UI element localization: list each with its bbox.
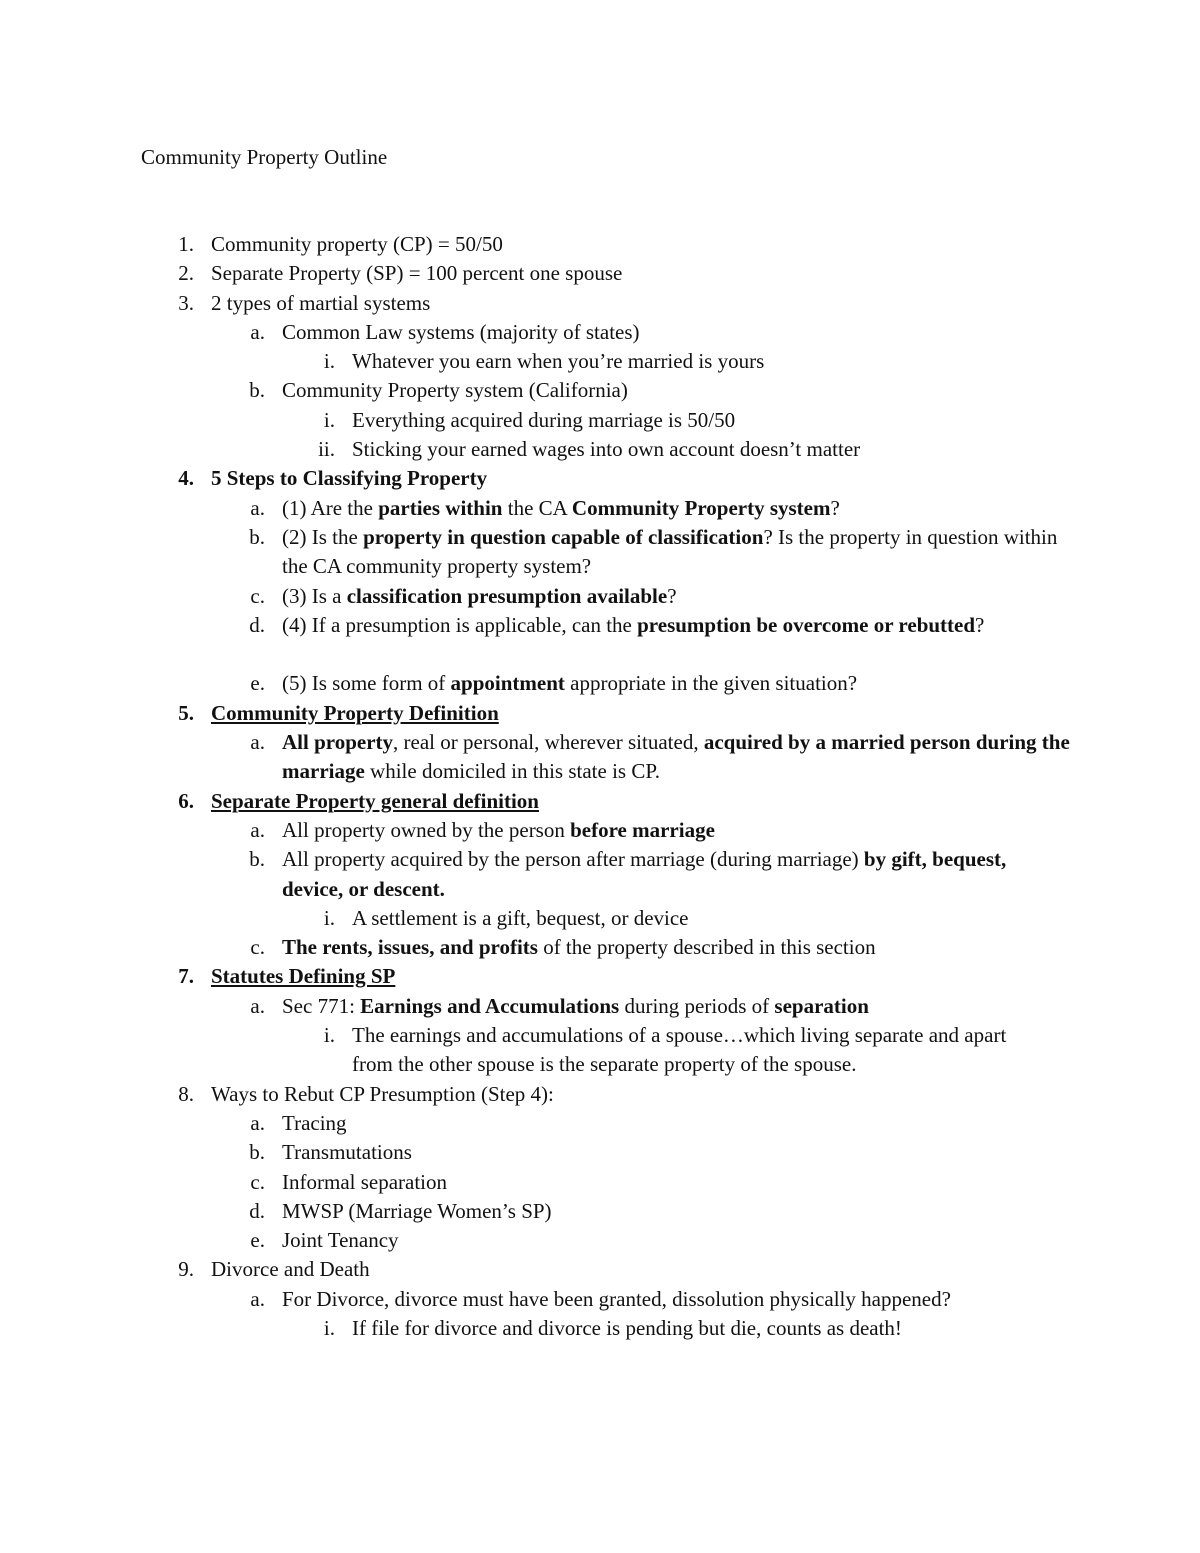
outline-subitem [0,728,1200,787]
subitem-text [282,933,1072,962]
item-number: 3. [178,290,194,315]
text-run: while domiciled in this state is CP. [364,759,660,784]
bold-run: by gift, bequest, device, or descent. [282,847,1007,901]
outline-subitem [0,376,1200,405]
text-run: (5) Is some form of [282,671,451,696]
subsubitem-marker: i. [323,349,335,374]
bold-run: All property [282,730,394,755]
subitem-marker: a. [250,1286,265,1311]
subsubitem-text: Everything acquired during marriage is 50/50 [352,407,736,432]
bold-run: appointment [450,671,565,696]
outline-subitem [0,845,1200,904]
bold-run: property in question capable of classification [363,524,764,549]
text-run: ? [975,612,985,637]
outline-subsubitem [0,406,1200,435]
subitem-text [282,816,1072,845]
subitem-text: Informal separation [282,1169,448,1194]
item-number: 4. [178,466,194,491]
outline-subitem [0,318,1200,347]
subitem-marker: b. [249,524,265,549]
subitem-marker: b. [249,1140,265,1165]
subitem-text: For Divorce, divorce must have been granted, dissolution physically happened? [282,1286,951,1311]
text-run: the CA [502,495,572,520]
item-number: 8. [178,1081,194,1106]
bold-run: Community Property system [571,495,831,520]
subitem-marker: a. [250,817,265,842]
bold-run: Earnings and Accumulations [360,993,620,1018]
subsubitem-text: If file for divorce and divorce is pending but die, counts as death! [352,1315,902,1340]
subsubitem-marker: ii. [318,437,335,462]
outline-subitem [0,582,1200,611]
outline-subitem [0,494,1200,523]
subsubitem-marker: i. [323,1315,335,1340]
outline-item [0,289,1200,318]
text-run: (1) Are the [282,495,379,520]
subitem-marker: c. [250,935,265,960]
bold-run: separation [774,993,869,1018]
outline-item [0,230,1200,259]
item-heading: Community Property Definition [211,700,499,725]
item-text: Community property (CP) = 50/50 [211,232,503,256]
subitem-marker: a. [250,993,265,1018]
subitem-text: Transmutations [282,1140,412,1165]
subitem-text [282,611,1072,640]
subitem-marker: e. [250,671,265,696]
document-title: Community Property Outline [141,145,388,169]
text-run: All property acquired by the person after marriage (during marriage) [282,847,864,872]
outline-subitem [0,1197,1200,1226]
bold-run: presumption be overcome or rebutted [637,612,976,637]
subitem-marker: b. [249,378,265,403]
outline-subsubitem [0,435,1200,464]
item-heading: 5 Steps to Classifying Property [211,466,488,491]
subitem-text: Tracing [282,1110,347,1135]
item-number: 6. [178,788,194,813]
item-number: 5. [178,700,194,725]
outline-item [0,699,1200,728]
bold-run: classification presumption available [346,583,668,608]
outline-subitem [0,1168,1200,1197]
subitem-marker: b. [249,847,265,872]
subitem-text: Community Property system (California) [282,378,628,403]
outline-subsubitem [0,1021,1200,1080]
item-heading: Separate Property general definition [211,788,539,813]
subitem-marker: c. [250,583,265,608]
outline-subitem [0,992,1200,1021]
bold-run: The rents, issues, and profits [282,935,538,960]
item-text: 2 types of martial systems [211,290,431,315]
outline-item [0,1255,1200,1284]
outline-subsubitem [0,904,1200,933]
outline-subitem [0,669,1200,698]
subsubitem-text: Sticking your earned wages into own account doesn’t matter [352,437,861,462]
subsubitem-marker: i. [323,1023,335,1048]
subitem-text [282,992,1072,1021]
outline-item [0,1080,1200,1109]
subitem-text: Joint Tenancy [282,1228,399,1253]
subitem-marker: a. [250,495,265,520]
subitem-text [282,523,1072,582]
bold-run: before marriage [570,817,715,842]
text-run: (2) Is the [282,524,364,549]
subitem-text [282,728,1072,787]
subitem-text [282,494,1072,523]
subitem-marker: d. [249,612,265,637]
subitem-text [282,669,1072,698]
subitem-text: Common Law systems (majority of states) [282,319,640,344]
outline-subitem [0,523,1200,582]
subitem-marker: d. [249,1198,265,1223]
text-run: ? Is the property in question within the CA community property system? [282,524,1058,579]
text-run: ? [667,583,677,608]
outline-subsubitem [0,347,1200,376]
subitem-marker: e. [250,1228,265,1253]
subitem-marker: a. [250,319,265,344]
subsubitem-marker: i. [323,407,335,432]
subsubitem-text: Whatever you earn when you’re married is yours [352,349,765,374]
outline-subitem [0,1226,1200,1255]
outline-subitem [0,1109,1200,1138]
subitem-text [282,582,1072,611]
subitem-marker: a. [250,1110,265,1135]
item-number: 7. [178,964,194,989]
text-run: appropriate in the given situation? [564,671,858,696]
subsubitem-marker: i. [323,905,335,930]
item-text: Ways to Rebut CP Presumption (Step 4): [211,1081,554,1106]
bold-run: parties within [378,495,503,520]
subitem-marker: a. [250,730,265,755]
text-run: (3) Is a [282,583,347,608]
item-text: Separate Property (SP) = 100 percent one spouse [211,261,623,286]
outline-subitem [0,816,1200,845]
item-text: Divorce and Death [211,1257,370,1282]
subitem-text: MWSP (Marriage Women’s SP) [282,1198,552,1223]
outline-subitem [0,611,1200,670]
outline-list [0,230,1200,1343]
item-number: 1. [178,232,194,256]
outline-item [0,464,1200,493]
outline-item [0,259,1200,288]
outline-item [0,787,1200,816]
text-run: , real or personal, wherever situated, [393,730,704,755]
outline-subitem [0,933,1200,962]
item-number: 9. [178,1257,194,1282]
outline-subitem [0,1138,1200,1167]
text-run: during periods of [619,993,775,1018]
text-run: of the property described in this section [537,935,876,960]
outline-subsubitem [0,1314,1200,1343]
subitem-text [282,845,1072,904]
outline-item [0,962,1200,991]
bold-run: acquired by a married person during the marriage [282,730,1070,784]
text-run: Sec 771: [282,993,361,1018]
text-run: (4) If a presumption is applicable, can the [282,612,638,637]
text-run: ? [830,495,840,520]
item-heading: Statutes Defining SP [211,964,396,989]
subsubitem-text: The earnings and accumulations of a spouse…which living separate and apart from the other spouse is the separate property of the spouse. [352,1023,1007,1077]
text-run: All property owned by the person [282,817,571,842]
subsubitem-text: A settlement is a gift, bequest, or device [352,905,689,930]
item-number: 2. [178,261,194,286]
outline-subitem [0,1285,1200,1314]
subitem-marker: c. [250,1169,265,1194]
